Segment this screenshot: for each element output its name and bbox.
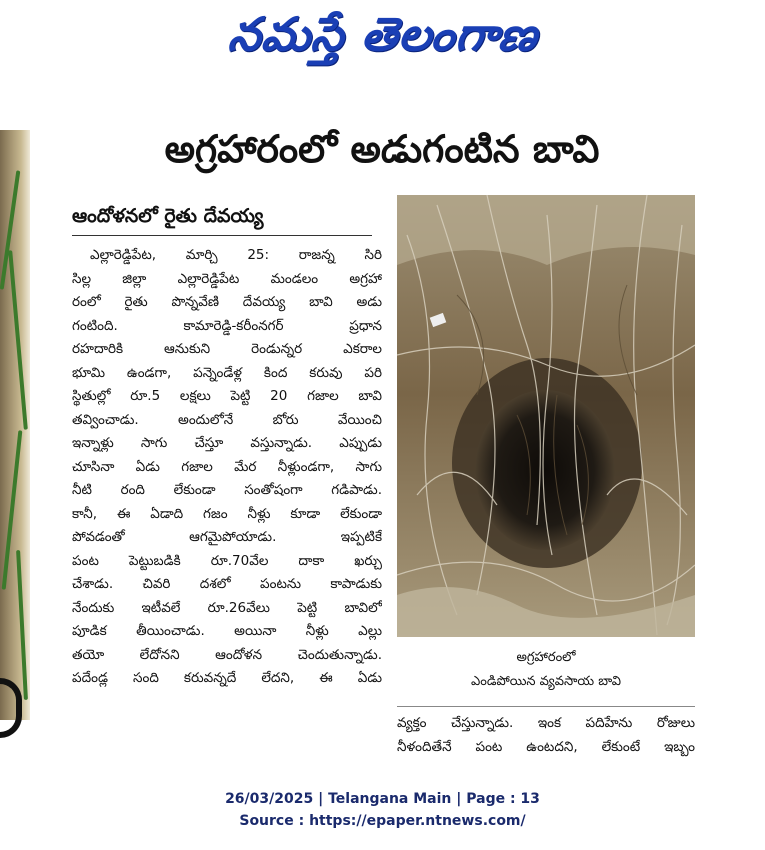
- subheadline-rule: [72, 235, 372, 236]
- adjacent-photo-fragment: [0, 130, 30, 720]
- article-line: చూసినా ఏడు గజాల మేర నీళ్లుండగా, సాగు: [72, 458, 382, 475]
- caption-line-2: ఎండిపోయిన వ్యవసాయ బావి: [471, 674, 621, 689]
- photo-caption: [397, 646, 695, 694]
- source-link: Source : https://epaper.ntnews.com/: [239, 813, 526, 829]
- article-line: సిల్ల జిల్లా ఎల్లారెడ్డిపేట మండలం అగ్రహా: [72, 270, 382, 287]
- publication-info: 26/03/2025 | Telangana Main | Page : 13: [225, 791, 540, 807]
- article-line: స్థితుల్లో రూ.5 లక్షలు పెట్టి 20 గజాల బావి: [72, 388, 382, 404]
- article-line: పదేండ్ల సంది కరువన్నదే లేదని, ఈ ఏడు: [72, 670, 382, 686]
- article-line: తవ్వించాడు. అందులోనే బోరు వేయించి: [72, 411, 382, 428]
- article-line: పూడిక తీయించాడు. అయినా నీళ్లు ఎల్లు: [72, 623, 382, 639]
- masthead-logo: నమస్తే తెలంగాణ: [225, 7, 541, 61]
- news-clipping: [0, 108, 765, 780]
- article-line: భూమి ఉండగా, పన్నెండేళ్ల కింద కరువు పరి: [72, 364, 382, 381]
- caption-line-1: అగ్రహారంలో: [516, 650, 576, 665]
- article-line: పంట పెట్టుబడికి రూ.70వేల దాకా ఖర్చు: [72, 552, 382, 569]
- article-line: ఎల్లారెడ్డిపేట, మార్చి 25: రాజన్న సిరి: [90, 247, 382, 263]
- article-continuation: [397, 712, 695, 759]
- article-line: నీళందితేనే పంట ఉంటదని, లేకుంటే ఇబ్బం: [397, 738, 695, 755]
- subheadline: ఆందోళనలో రైతు దేవయ్య: [72, 205, 264, 227]
- article-line: నీటి రంది లేకుండా సంతోషంగా గడిపాడు.: [72, 482, 382, 498]
- dry-well-photo: [397, 195, 695, 637]
- article-line: రహదారికి ఆనుకుని రెండున్నర ఎకరాల: [72, 341, 382, 357]
- masthead: [0, 0, 765, 80]
- article-line: పోవడంతో ఆగమైపోయాడు. ఇప్పటికే: [72, 529, 382, 545]
- article-line: వ్యక్తం చేస్తున్నాడు. ఇంక పదిహేను రోజులు: [397, 715, 695, 731]
- headline: అగ్రహారంలో అడుగంటిన బావి: [164, 127, 600, 171]
- article-line: నేందుకు ఇటీవలే రూ.26వేలు పెట్టి బావిలో: [72, 599, 382, 616]
- article-line: తయో లేదోనని ఆందోళన చెందుతున్నాడు.: [72, 646, 382, 663]
- article-line: రంలో రైతు పొన్నవేణి దేవయ్య బావి అడు: [72, 294, 382, 310]
- article-body: [72, 244, 382, 691]
- footer: [0, 788, 765, 832]
- article-line: గంటింది. కామారెడ్డి-కరీంనగర్ ప్రధాన: [72, 317, 382, 334]
- article-line: కానీ, ఈ ఏడాది గజం నీళ్లు కూడా లేకుండా: [72, 505, 382, 522]
- article-line: ఇన్నాళ్లు సాగు చేస్తూ వస్తున్నాడు. ఎప్పుడు: [72, 435, 382, 451]
- article-line: చేశాడు. చివరి దశలో పంటను కాపాడుకు: [72, 576, 382, 592]
- caption-rule: [397, 706, 695, 707]
